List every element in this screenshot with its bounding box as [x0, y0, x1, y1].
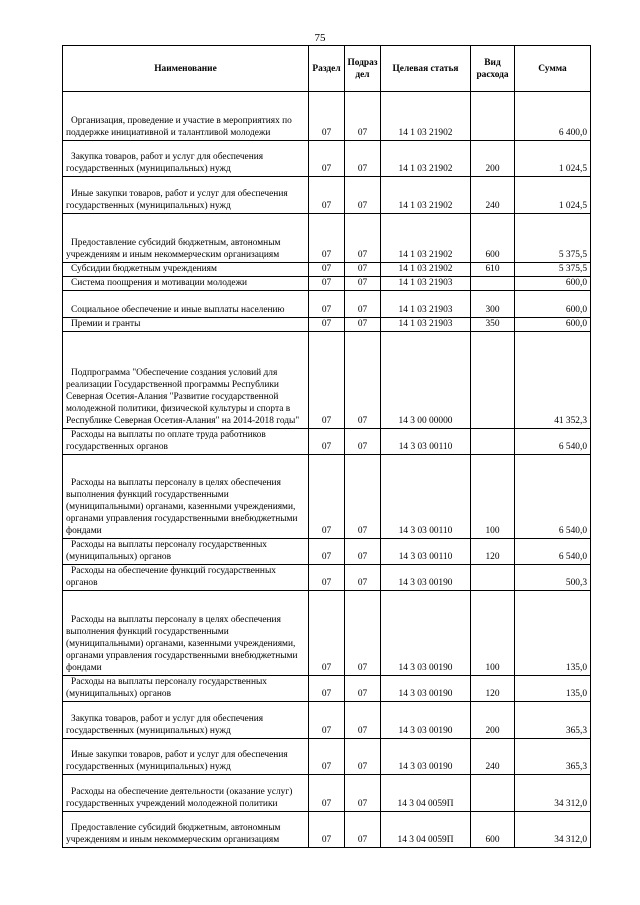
row-section-cell: 07 — [309, 263, 345, 277]
row-subsection-cell: 07 — [345, 775, 381, 812]
row-target-cell: 14 3 03 00190 — [381, 739, 471, 775]
row-amount-cell: 135,0 — [515, 676, 591, 702]
row-name-cell: Расходы на обеспечение функций государственных органов — [63, 565, 309, 591]
row-section-cell: 07 — [309, 214, 345, 263]
table-row — [63, 429, 591, 455]
page-number: 75 — [314, 32, 326, 44]
table-row — [63, 318, 591, 332]
row-subsection-cell: 07 — [345, 539, 381, 565]
row-amount-cell: 500,3 — [515, 565, 591, 591]
table-body — [63, 92, 591, 848]
table-row — [63, 812, 591, 848]
row-target-cell: 14 1 03 21903 — [381, 318, 471, 332]
row-name-cell: Расходы на выплаты персоналу государственных (муниципальных) органов — [63, 676, 309, 702]
column-header-expense-type: Вид расхода — [471, 46, 515, 92]
row-expense-type-cell — [471, 332, 515, 429]
row-subsection-cell: 07 — [345, 455, 381, 539]
row-section-cell: 07 — [309, 92, 345, 141]
row-expense-type-cell: 200 — [471, 141, 515, 177]
row-subsection-cell: 07 — [345, 318, 381, 332]
row-expense-type-cell: 300 — [471, 291, 515, 318]
table-row — [63, 141, 591, 177]
row-subsection-cell: 07 — [345, 141, 381, 177]
row-target-cell: 14 1 03 21903 — [381, 277, 471, 291]
row-expense-type-cell: 240 — [471, 739, 515, 775]
row-target-cell: 14 3 03 00190 — [381, 565, 471, 591]
row-target-cell: 14 3 04 0059П — [381, 812, 471, 848]
row-section-cell: 07 — [309, 739, 345, 775]
row-amount-cell: 41 352,3 — [515, 332, 591, 429]
row-subsection-cell: 07 — [345, 702, 381, 739]
row-expense-type-cell: 200 — [471, 702, 515, 739]
row-subsection-cell: 07 — [345, 214, 381, 263]
row-target-cell: 14 1 03 21903 — [381, 291, 471, 318]
row-section-cell: 07 — [309, 539, 345, 565]
row-amount-cell: 600,0 — [515, 277, 591, 291]
table-row — [63, 591, 591, 676]
table-header-row — [63, 46, 591, 92]
row-name-cell: Закупка товаров, работ и услуг для обеспечения государственных (муниципальных) нужд — [63, 141, 309, 177]
row-section-cell: 07 — [309, 455, 345, 539]
row-amount-cell: 1 024,5 — [515, 141, 591, 177]
row-expense-type-cell — [471, 775, 515, 812]
row-section-cell: 07 — [309, 676, 345, 702]
row-section-cell: 07 — [309, 565, 345, 591]
table-row — [63, 263, 591, 277]
row-section-cell: 07 — [309, 591, 345, 676]
row-name-cell: Система поощрения и мотивации молодежи — [63, 277, 309, 291]
row-target-cell: 14 3 03 00190 — [381, 591, 471, 676]
row-amount-cell: 365,3 — [515, 702, 591, 739]
table-row — [63, 539, 591, 565]
row-expense-type-cell: 120 — [471, 676, 515, 702]
table-row — [63, 676, 591, 702]
row-section-cell: 07 — [309, 291, 345, 318]
row-name-cell: Подпрограмма "Обеспечение создания условий для реализации Государственной программы Республики Северная Осетия-Алания "Развитие государственной молодежной политики, физической культуры и спорта в Республике Северная Осетия-Алания" на 2014-2018 годы" — [63, 332, 309, 429]
row-amount-cell: 5 375,5 — [515, 263, 591, 277]
budget-table — [62, 45, 591, 848]
table-row — [63, 775, 591, 812]
row-name-cell: Расходы на обеспечение деятельности (оказание услуг) государственных учреждений молодежной политики — [63, 775, 309, 812]
row-name-cell: Организация, проведение и участие в мероприятиях по поддержке инициативной и талантливой молодежи — [63, 92, 309, 141]
row-target-cell: 14 1 03 21902 — [381, 214, 471, 263]
row-section-cell: 07 — [309, 812, 345, 848]
row-amount-cell: 600,0 — [515, 318, 591, 332]
table-row — [63, 177, 591, 214]
row-name-cell: Расходы на выплаты персоналу государственных (муниципальных) органов — [63, 539, 309, 565]
row-amount-cell: 6 540,0 — [515, 429, 591, 455]
row-expense-type-cell: 610 — [471, 263, 515, 277]
row-expense-type-cell: 100 — [471, 591, 515, 676]
row-name-cell: Расходы на выплаты по оплате труда работников государственных органов — [63, 429, 309, 455]
row-name-cell: Иные закупки товаров, работ и услуг для обеспечения государственных (муниципальных) нужд — [63, 177, 309, 214]
row-subsection-cell: 07 — [345, 676, 381, 702]
row-expense-type-cell — [471, 92, 515, 141]
row-section-cell: 07 — [309, 775, 345, 812]
row-target-cell: 14 1 03 21902 — [381, 141, 471, 177]
table-row — [63, 739, 591, 775]
row-section-cell: 07 — [309, 141, 345, 177]
row-name-cell: Премии и гранты — [63, 318, 309, 332]
column-header-target: Целевая статья — [381, 46, 471, 92]
row-subsection-cell: 07 — [345, 332, 381, 429]
row-target-cell: 14 3 00 00000 — [381, 332, 471, 429]
table-row — [63, 332, 591, 429]
row-target-cell: 14 1 03 21902 — [381, 177, 471, 214]
row-expense-type-cell — [471, 429, 515, 455]
row-amount-cell: 6 540,0 — [515, 539, 591, 565]
row-expense-type-cell: 600 — [471, 812, 515, 848]
row-name-cell: Иные закупки товаров, работ и услуг для обеспечения государственных (муниципальных) нужд — [63, 739, 309, 775]
row-subsection-cell: 07 — [345, 812, 381, 848]
row-subsection-cell: 07 — [345, 277, 381, 291]
row-amount-cell: 6 540,0 — [515, 455, 591, 539]
row-section-cell: 07 — [309, 332, 345, 429]
row-expense-type-cell: 350 — [471, 318, 515, 332]
row-amount-cell: 34 312,0 — [515, 812, 591, 848]
row-target-cell: 14 3 03 00190 — [381, 676, 471, 702]
row-subsection-cell: 07 — [345, 263, 381, 277]
row-subsection-cell: 07 — [345, 177, 381, 214]
row-section-cell: 07 — [309, 177, 345, 214]
row-name-cell: Субсидии бюджетным учреждениям — [63, 263, 309, 277]
row-name-cell: Предоставление субсидий бюджетным, автономным учреждениям и иным некоммерческим организациям — [63, 214, 309, 263]
table-row — [63, 565, 591, 591]
row-name-cell: Закупка товаров, работ и услуг для обеспечения государственных (муниципальных) нужд — [63, 702, 309, 739]
row-subsection-cell: 07 — [345, 591, 381, 676]
row-target-cell: 14 3 03 00110 — [381, 429, 471, 455]
table-row — [63, 702, 591, 739]
row-subsection-cell: 07 — [345, 92, 381, 141]
row-expense-type-cell: 600 — [471, 214, 515, 263]
row-name-cell: Социальное обеспечение и иные выплаты населению — [63, 291, 309, 318]
row-target-cell: 14 3 03 00110 — [381, 455, 471, 539]
row-subsection-cell: 07 — [345, 739, 381, 775]
row-name-cell: Расходы на выплаты персоналу в целях обеспечения выполнения функций государственными (муниципальными) органами, казенными учреждениями, органами управления государственными внебюджетными фондами — [63, 591, 309, 676]
row-section-cell: 07 — [309, 277, 345, 291]
table-row — [63, 214, 591, 263]
row-amount-cell: 6 400,0 — [515, 92, 591, 141]
row-target-cell: 14 1 03 21902 — [381, 92, 471, 141]
row-name-cell: Предоставление субсидий бюджетным, автономным учреждениям и иным некоммерческим организациям — [63, 812, 309, 848]
row-name-cell: Расходы на выплаты персоналу в целях обеспечения выполнения функций государственными (муниципальными) органами, казенными учреждениями, органами управления государственными внебюджетными фондами — [63, 455, 309, 539]
row-amount-cell: 1 024,5 — [515, 177, 591, 214]
row-target-cell: 14 3 03 00190 — [381, 702, 471, 739]
column-header-section: Раздел — [309, 46, 345, 92]
table-row — [63, 92, 591, 141]
row-expense-type-cell: 120 — [471, 539, 515, 565]
column-header-amount: Сумма — [515, 46, 591, 92]
column-header-name: Наименование — [63, 46, 309, 92]
row-subsection-cell: 07 — [345, 565, 381, 591]
table-row — [63, 291, 591, 318]
table-row — [63, 455, 591, 539]
row-amount-cell: 135,0 — [515, 591, 591, 676]
row-expense-type-cell — [471, 277, 515, 291]
row-subsection-cell: 07 — [345, 291, 381, 318]
row-target-cell: 14 1 03 21902 — [381, 263, 471, 277]
row-subsection-cell: 07 — [345, 429, 381, 455]
row-amount-cell: 5 375,5 — [515, 214, 591, 263]
row-section-cell: 07 — [309, 702, 345, 739]
row-section-cell: 07 — [309, 429, 345, 455]
row-expense-type-cell — [471, 565, 515, 591]
row-target-cell: 14 3 03 00110 — [381, 539, 471, 565]
row-amount-cell: 34 312,0 — [515, 775, 591, 812]
row-target-cell: 14 3 04 0059П — [381, 775, 471, 812]
row-amount-cell: 600,0 — [515, 291, 591, 318]
row-expense-type-cell: 240 — [471, 177, 515, 214]
row-section-cell: 07 — [309, 318, 345, 332]
row-expense-type-cell: 100 — [471, 455, 515, 539]
column-header-subsection: Подраз дел — [345, 46, 381, 92]
row-amount-cell: 365,3 — [515, 739, 591, 775]
table-row — [63, 277, 591, 291]
